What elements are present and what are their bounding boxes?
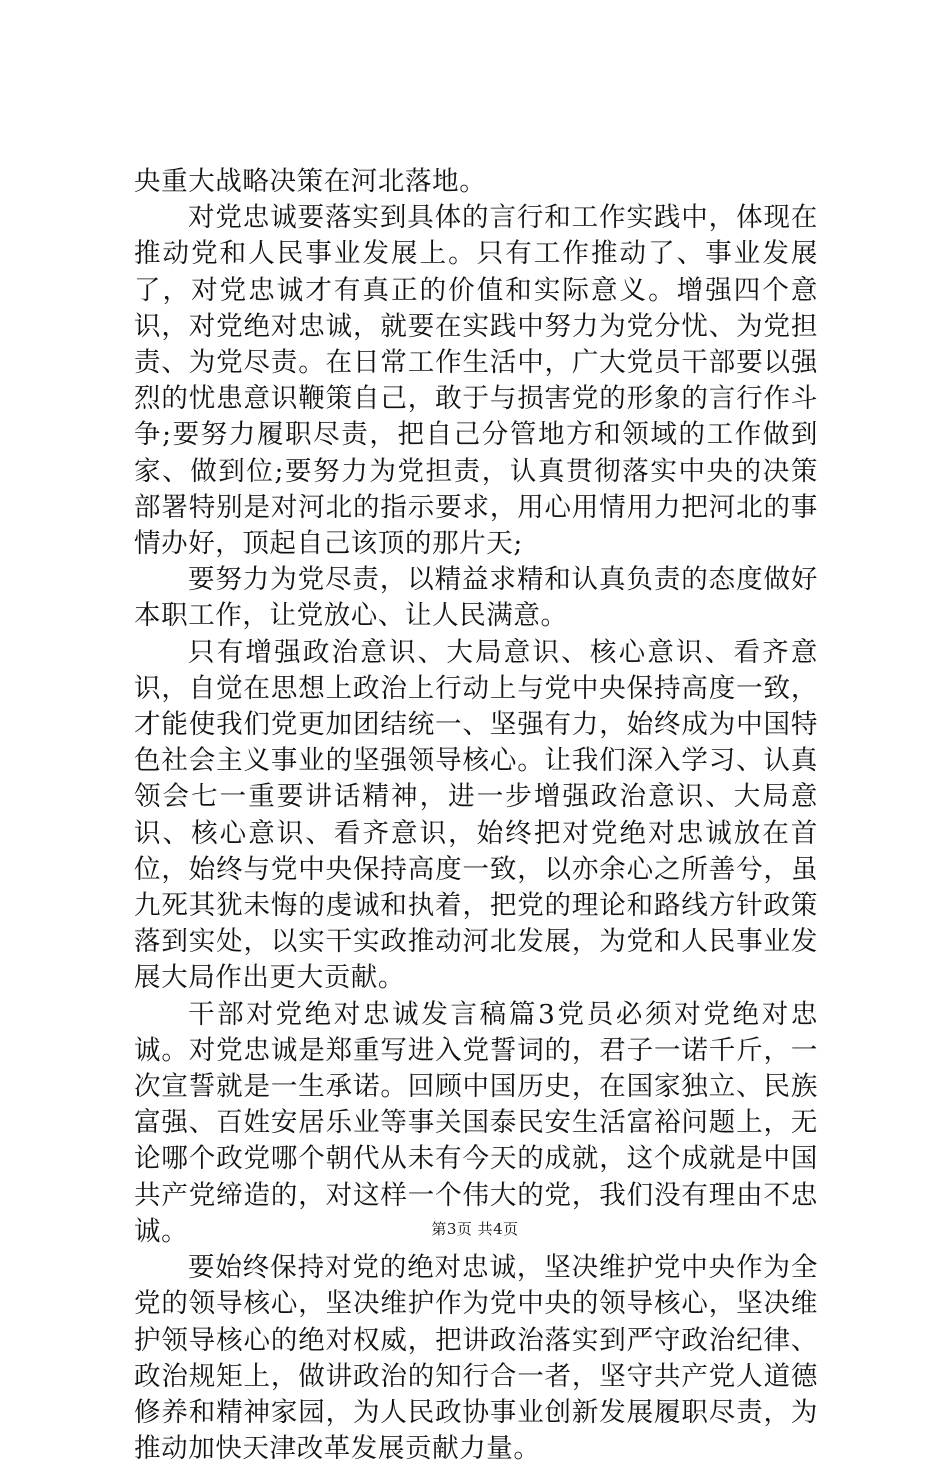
paragraph: 要努力为党尽责，以精益求精和认真负责的态度做好本职工作，让党放心、让人民满意。 — [134, 564, 818, 632]
paragraph: 要始终保持对党的绝对忠诚，坚决维护党中央作为全党的领导核心，坚决维护作为党中央的领导核心，坚决维护领导核心的绝对权威，把讲政治落实到严守政治纪律、政治规矩上，做讲政治的知行合一者，坚守共产党人道德修养和精神家园，为人民政协事业创新发展履职尽责，为推动加快天津改革发展贡献力量。 — [134, 1252, 818, 1465]
paragraph: 对党忠诚要落实到具体的言行和工作实践中，体现在推动党和人民事业发展上。只有工作推动了、事业发展了，对党忠诚才有真正的价值和实际意义。增强四个意识，对党绝对忠诚，就要在实践中努力为党分忧、为党担责、为党尽责。在日常工作生活中，广大党员干部要以强烈的忧患意识鞭策自己，敢于与损害党的形象的言行作斗争;要努力履职尽责，把自己分管地方和领域的工作做到家、做到位;要努力为党担责，认真贯彻落实中央的决策部署特别是对河北的指示要求，用心用情用力把河北的事情办好，顶起自己该顶的那片天; — [134, 202, 818, 560]
paragraph: 干部对党绝对忠诚发言稿篇3党员必须对党绝对忠诚。对党忠诚是郑重写进入党誓词的，君子一诺千斤，一次宣誓就是一生承诺。回顾中国历史，在国家独立、民族富强、百姓安居乐业等事关国泰民安生活富裕问题上，无论哪个政党哪个朝代从未有今天的成就，这个成就是中国共产党缔造的，对这样一个伟大的党，我们没有理由不忠诚。 — [134, 998, 818, 1247]
paragraph-continuation: 央重大战略决策在河北落地。 — [134, 166, 487, 197]
document-body — [134, 164, 818, 1467]
paragraph: 只有增强政治意识、大局意识、核心意识、看齐意识，自觉在思想上政治上行动上与党中央保持高度一致，才能使我们党更加团结统一、坚强有力，始终成为中国特色社会主义事业的坚强领导核心。让我们深入学习、认真领会七一重要讲话精神，进一步增强政治意识、大局意识、核心意识、看齐意识，始终把对党绝对忠诚放在首位，始终与党中央保持高度一致，以亦余心之所善兮，虽九死其犹未悔的虔诚和执着，把党的理论和路线方针政策落到实处，以实干实政推动河北发展，为党和人民事业发展大局作出更大贡献。 — [134, 636, 818, 994]
page-number-footer: 第3页 共4页 — [431, 1220, 519, 1238]
